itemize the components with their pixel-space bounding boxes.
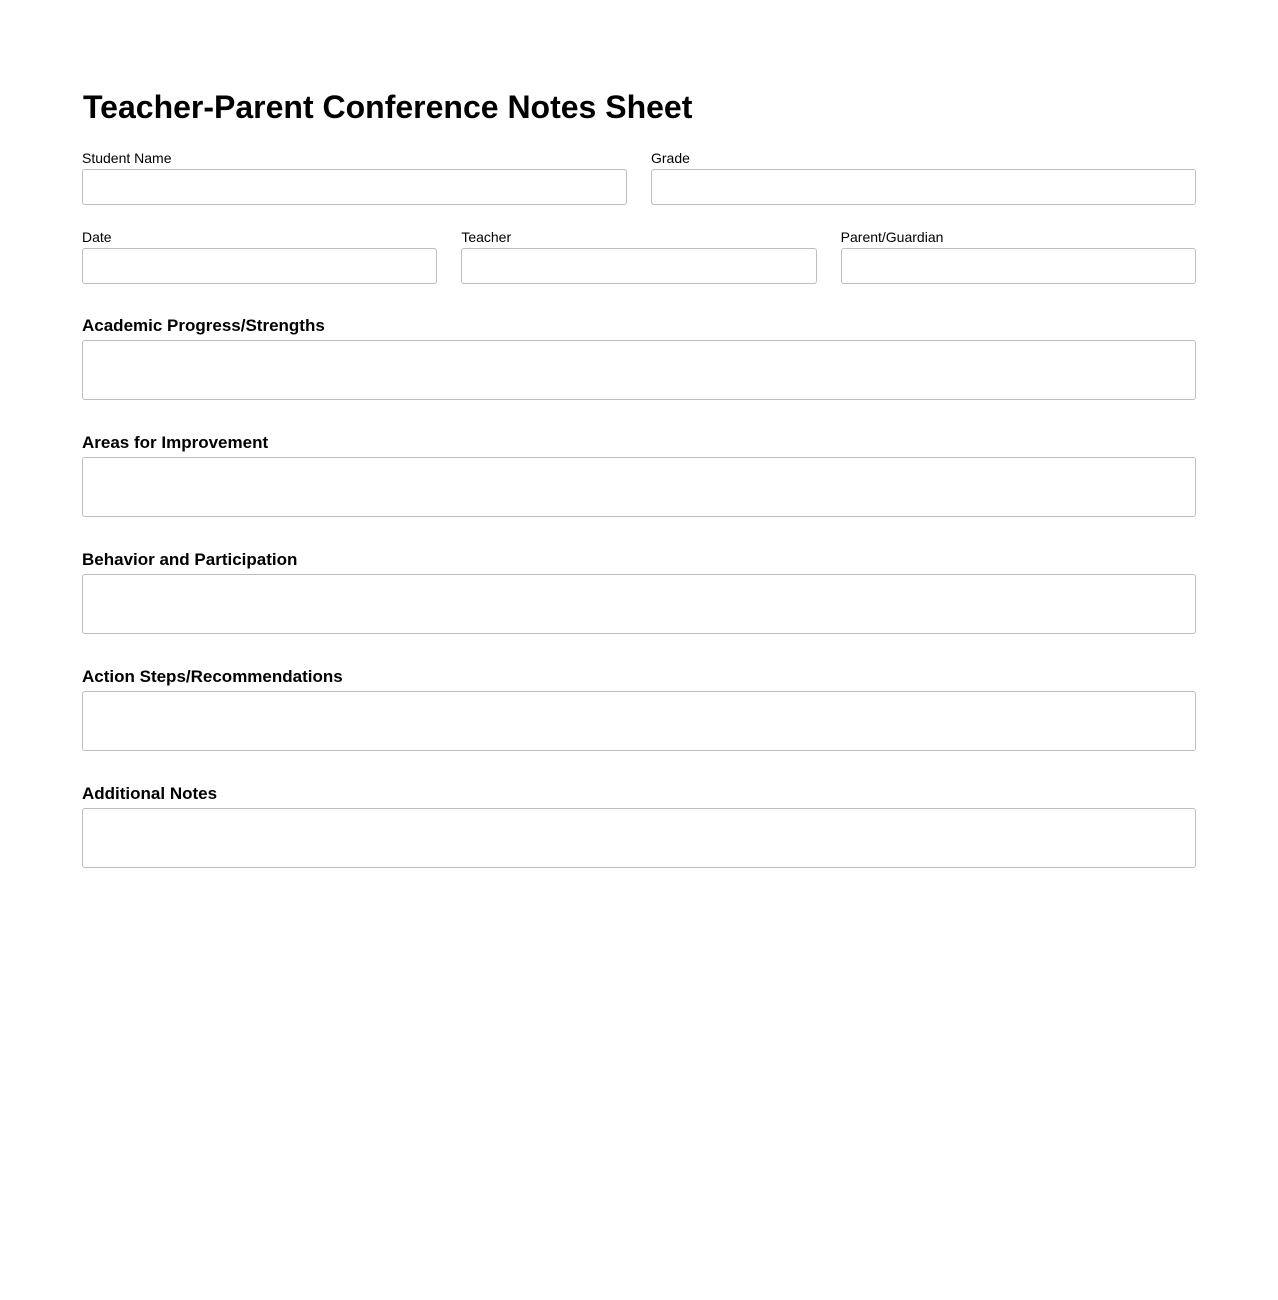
teacher-input[interactable] [461, 248, 816, 284]
grade-field-group [651, 150, 1196, 205]
grade-input[interactable] [651, 169, 1196, 205]
section-heading: Academic Progress/Strengths [82, 316, 325, 335]
student-name-input[interactable] [82, 169, 627, 205]
parent-guardian-label: Parent/Guardian [840, 229, 944, 245]
grade-label: Grade [651, 150, 690, 166]
date-field-group [82, 229, 437, 284]
areas-for-improvement-textarea[interactable] [82, 457, 1196, 517]
row-student-grade [82, 150, 1196, 205]
additional-notes-textarea[interactable] [82, 808, 1196, 868]
section-heading: Behavior and Participation [82, 550, 298, 569]
behavior-participation-textarea[interactable] [82, 574, 1196, 634]
teacher-field-group [461, 229, 816, 284]
student-name-label: Student Name [82, 150, 172, 166]
section-heading: Action Steps/Recommendations [82, 667, 343, 686]
date-label: Date [82, 229, 112, 245]
action-steps-textarea[interactable] [82, 691, 1196, 751]
parent-guardian-field-group [841, 229, 1196, 284]
section-heading: Additional Notes [82, 784, 218, 803]
parent-guardian-input[interactable] [841, 248, 1196, 284]
date-input[interactable] [82, 248, 437, 284]
row-date-teacher-parent [82, 229, 1196, 284]
academic-progress-textarea[interactable] [82, 340, 1196, 400]
section-additional-notes [82, 784, 1196, 868]
teacher-label: Teacher [461, 229, 512, 245]
section-heading: Areas for Improvement [82, 433, 269, 452]
section-areas-for-improvement [82, 433, 1196, 517]
section-action-steps [82, 667, 1196, 751]
page-title: Teacher-Parent Conference Notes Sheet [83, 89, 693, 125]
student-name-field-group [82, 150, 627, 205]
section-behavior-participation [82, 550, 1196, 634]
section-academic-progress [82, 316, 1196, 400]
